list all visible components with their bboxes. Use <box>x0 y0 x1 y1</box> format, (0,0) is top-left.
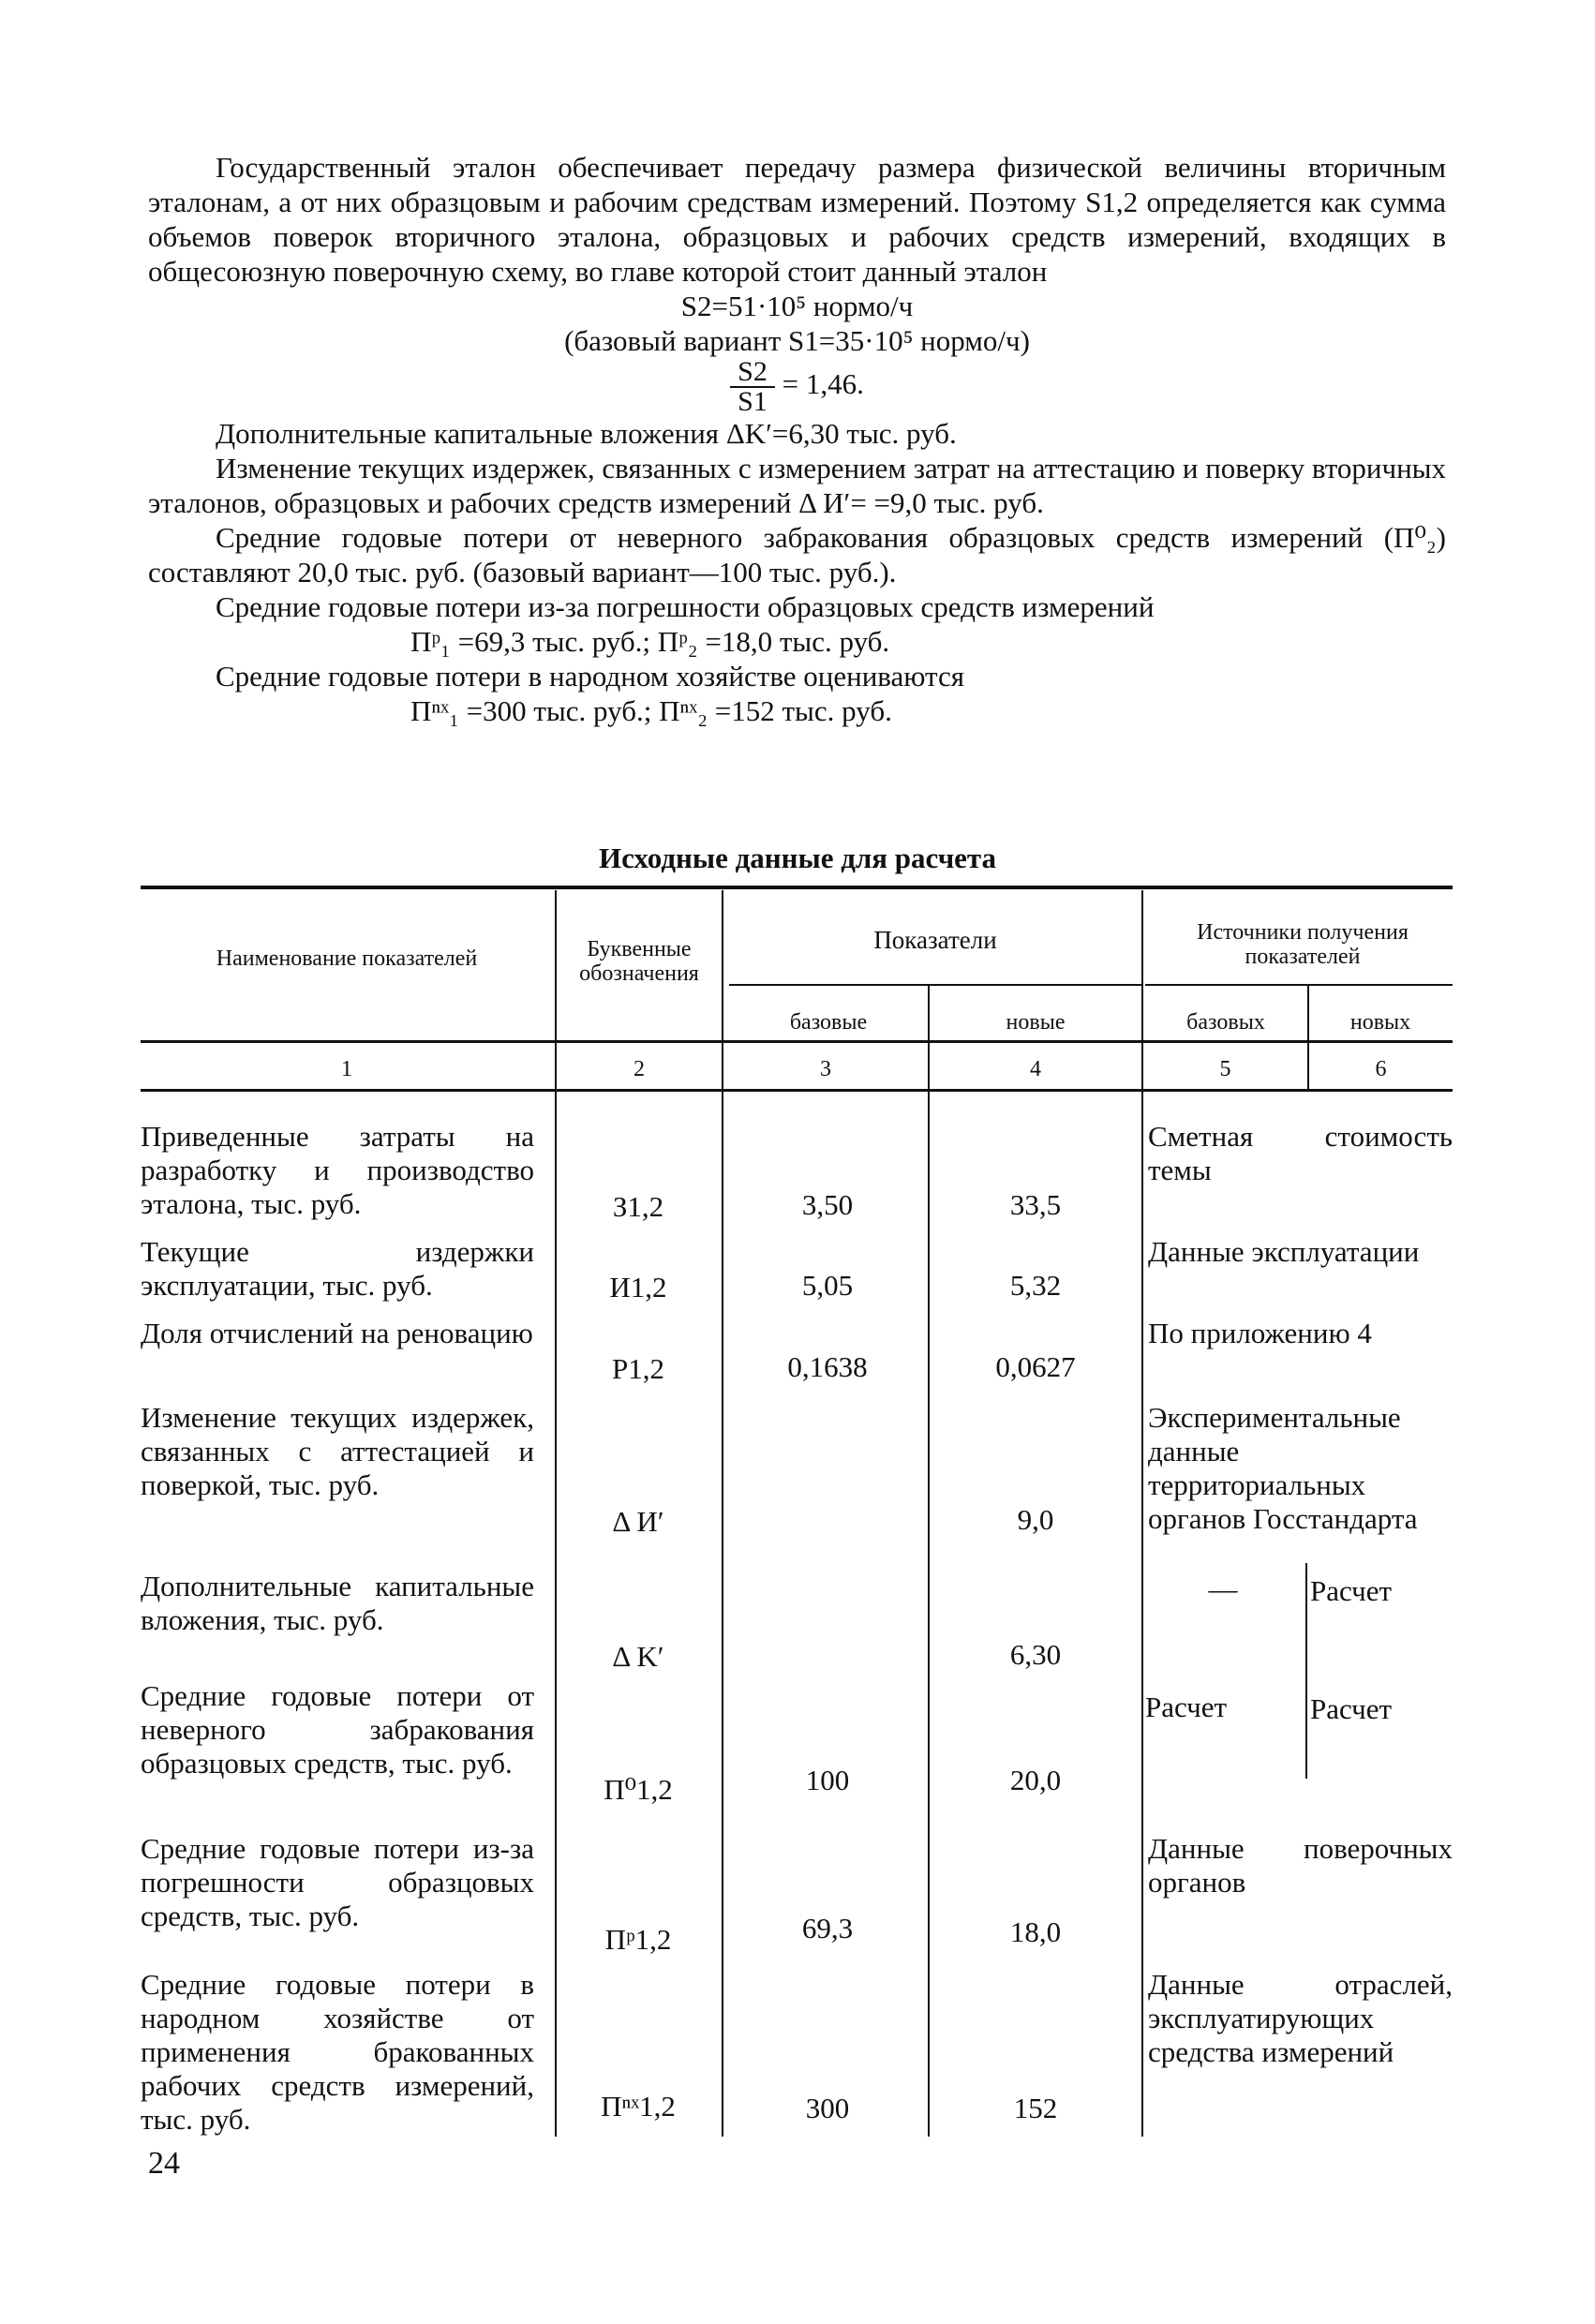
row3-new: 0,0627 <box>995 1350 1076 1383</box>
row5-symbol: Δ K′ <box>612 1640 664 1673</box>
row4-name: Изменение текущих издержек, связанных с аттестацией и поверкой, тыс. руб. <box>141 1401 534 1501</box>
formula-ratio <box>148 358 1446 416</box>
row8-source: Данные отраслей, эксплуатирующих средства измерений <box>1148 1968 1453 2068</box>
row2-symbol: И1,2 <box>609 1271 667 1304</box>
row8-name: Средние годовые потери в народном хозяйстве от применения бракованных рабочих средств измерений, тыс. руб. <box>141 1968 534 2136</box>
intro-paragraph-3: Изменение текущих издержек, связанных с измерением затрат на аттестацию и поверку вторичных эталонов, образцовых и рабочих средств измерений Δ И′= =9,0 тыс. руб. <box>148 452 1446 519</box>
ratio-denominator: S1 <box>738 386 768 417</box>
row5-new: 6,30 <box>1009 1638 1062 1671</box>
row7-new: 18,0 <box>1009 1915 1062 1948</box>
row1-new: 33,5 <box>1009 1188 1062 1221</box>
row8-new: 152 <box>1013 2092 1058 2124</box>
row5-source-base: — <box>1208 1572 1238 1605</box>
header-sources: Источники получения показателей <box>1197 920 1409 969</box>
row2-name: Текущие издержки эксплуатации, тыс. руб. <box>141 1235 534 1302</box>
sources-split-rule <box>1145 984 1453 986</box>
row6-base: 100 <box>805 1764 850 1796</box>
ratio-fraction <box>730 358 775 416</box>
indicators-split-rule <box>729 984 1141 986</box>
row5-source-new: Расчет <box>1310 1574 1393 1607</box>
formula-s2: S2=51·10⁵ нормо/ч <box>680 290 914 322</box>
colnum-6: 6 <box>1375 1057 1387 1081</box>
row2-new: 5,32 <box>1009 1269 1062 1302</box>
row1-name: Приведенные затраты на разработку и производство эталона, тыс. руб. <box>141 1120 534 1220</box>
header-base: базовые <box>789 1010 868 1035</box>
row7-base: 69,3 <box>801 1912 854 1944</box>
colnum-1: 1 <box>341 1057 352 1081</box>
header-src-new: новых <box>1349 1010 1411 1035</box>
header-symbol: Буквенные обозначения <box>579 937 699 986</box>
colnum-4: 4 <box>1030 1057 1041 1081</box>
header-new: новые <box>1006 1010 1066 1035</box>
row5-name: Дополнительные капитальные вложения, тыс. руб. <box>141 1570 534 1636</box>
row7-name: Средние годовые потери из-за погрешности образцовых средств, тыс. руб. <box>141 1832 534 1932</box>
vline-3 <box>928 986 930 2137</box>
row1-base: 3,50 <box>801 1188 854 1221</box>
row2-base: 5,05 <box>801 1269 854 1302</box>
colnum-3: 3 <box>820 1057 831 1081</box>
intro-paragraph-1: Государственный эталон обеспечивает передачу размера физической величины вторичным эталонам, а от них образцовым и рабочим средствам измерений. Поэтому S1,2 определяется как сумма объемов поверок вторичного эталона, образцовых и рабочих средств измерений, входящих в общесоюзную поверочную схему, во главе которой стоит данный эталон <box>148 151 1446 288</box>
ratio-numerator: S2 <box>730 358 775 388</box>
formula-economy: Пⁿˣ₁ =300 тыс. руб.; Пⁿˣ₂ =152 тыс. руб. <box>410 694 892 727</box>
row3-symbol: P1,2 <box>612 1352 664 1385</box>
header-src-base: базовых <box>1186 1010 1265 1035</box>
intro-paragraph-6: Средние годовые потери в народном хозяйстве оцениваются <box>216 660 964 693</box>
intro-paragraph-2: Дополнительные капитальные вложения ΔK′=6,30 тыс. руб. <box>216 417 957 450</box>
intro-paragraph-4: Средние годовые потери от неверного забракования образцовых средств измерений (П⁰₂) составляют 20,0 тыс. руб. (базовый вариант—100 тыс. руб.). <box>148 521 1446 588</box>
formula-s1-base: (базовый вариант S1=35·10⁵ нормо/ч) <box>564 324 1030 357</box>
table-title: Исходные данные для расчета <box>598 842 997 874</box>
header-indicators: Показатели <box>873 926 997 954</box>
header-name: Наименование показателей <box>216 946 478 971</box>
row7-source: Данные поверочных органов <box>1148 1832 1453 1899</box>
row6-symbol: П⁰1,2 <box>604 1773 673 1806</box>
intro-paragraph-5: Средние годовые потери из-за погрешности образцовых средств измерений <box>216 590 1155 623</box>
row6-source-base: Расчет <box>1145 1691 1228 1723</box>
source-divider <box>1305 1563 1307 1779</box>
ratio-value: = 1,46. <box>782 367 864 401</box>
formula-errors: Пᵖ₁ =69,3 тыс. руб.; Пᵖ₂ =18,0 тыс. руб. <box>410 625 890 658</box>
row2-source: Данные эксплуатации <box>1148 1235 1420 1268</box>
table-top-rule <box>141 886 1453 889</box>
intro-text <box>148 150 1446 728</box>
colnum-5: 5 <box>1219 1057 1231 1081</box>
colnum-bottom-rule <box>141 1089 1453 1092</box>
row3-base: 0,1638 <box>787 1350 868 1383</box>
row1-source: Сметная стоимость темы <box>1148 1120 1453 1186</box>
row4-symbol: Δ И′ <box>612 1505 664 1538</box>
row8-symbol: Пⁿˣ1,2 <box>601 2090 676 2123</box>
row8-base: 300 <box>805 2092 850 2124</box>
row7-symbol: Пᵖ1,2 <box>604 1923 672 1956</box>
colnum-2: 2 <box>634 1057 645 1081</box>
row6-name: Средние годовые потери от неверного забракования образцовых средств, тыс. руб. <box>141 1679 534 1780</box>
row4-new: 9,0 <box>1017 1503 1054 1536</box>
row6-new: 20,0 <box>1009 1764 1062 1796</box>
row1-symbol: З1,2 <box>612 1190 664 1223</box>
row4-source: Экспериментальные данные территориальных органов Госстандарта <box>1148 1401 1418 1535</box>
row3-source: По приложению 4 <box>1148 1317 1372 1349</box>
row3-name: Доля отчислений на реновацию <box>141 1317 533 1349</box>
row6-source-new: Расчет <box>1310 1692 1393 1725</box>
header-bottom-rule <box>141 1040 1453 1043</box>
page-number: 24 <box>148 2146 180 2181</box>
